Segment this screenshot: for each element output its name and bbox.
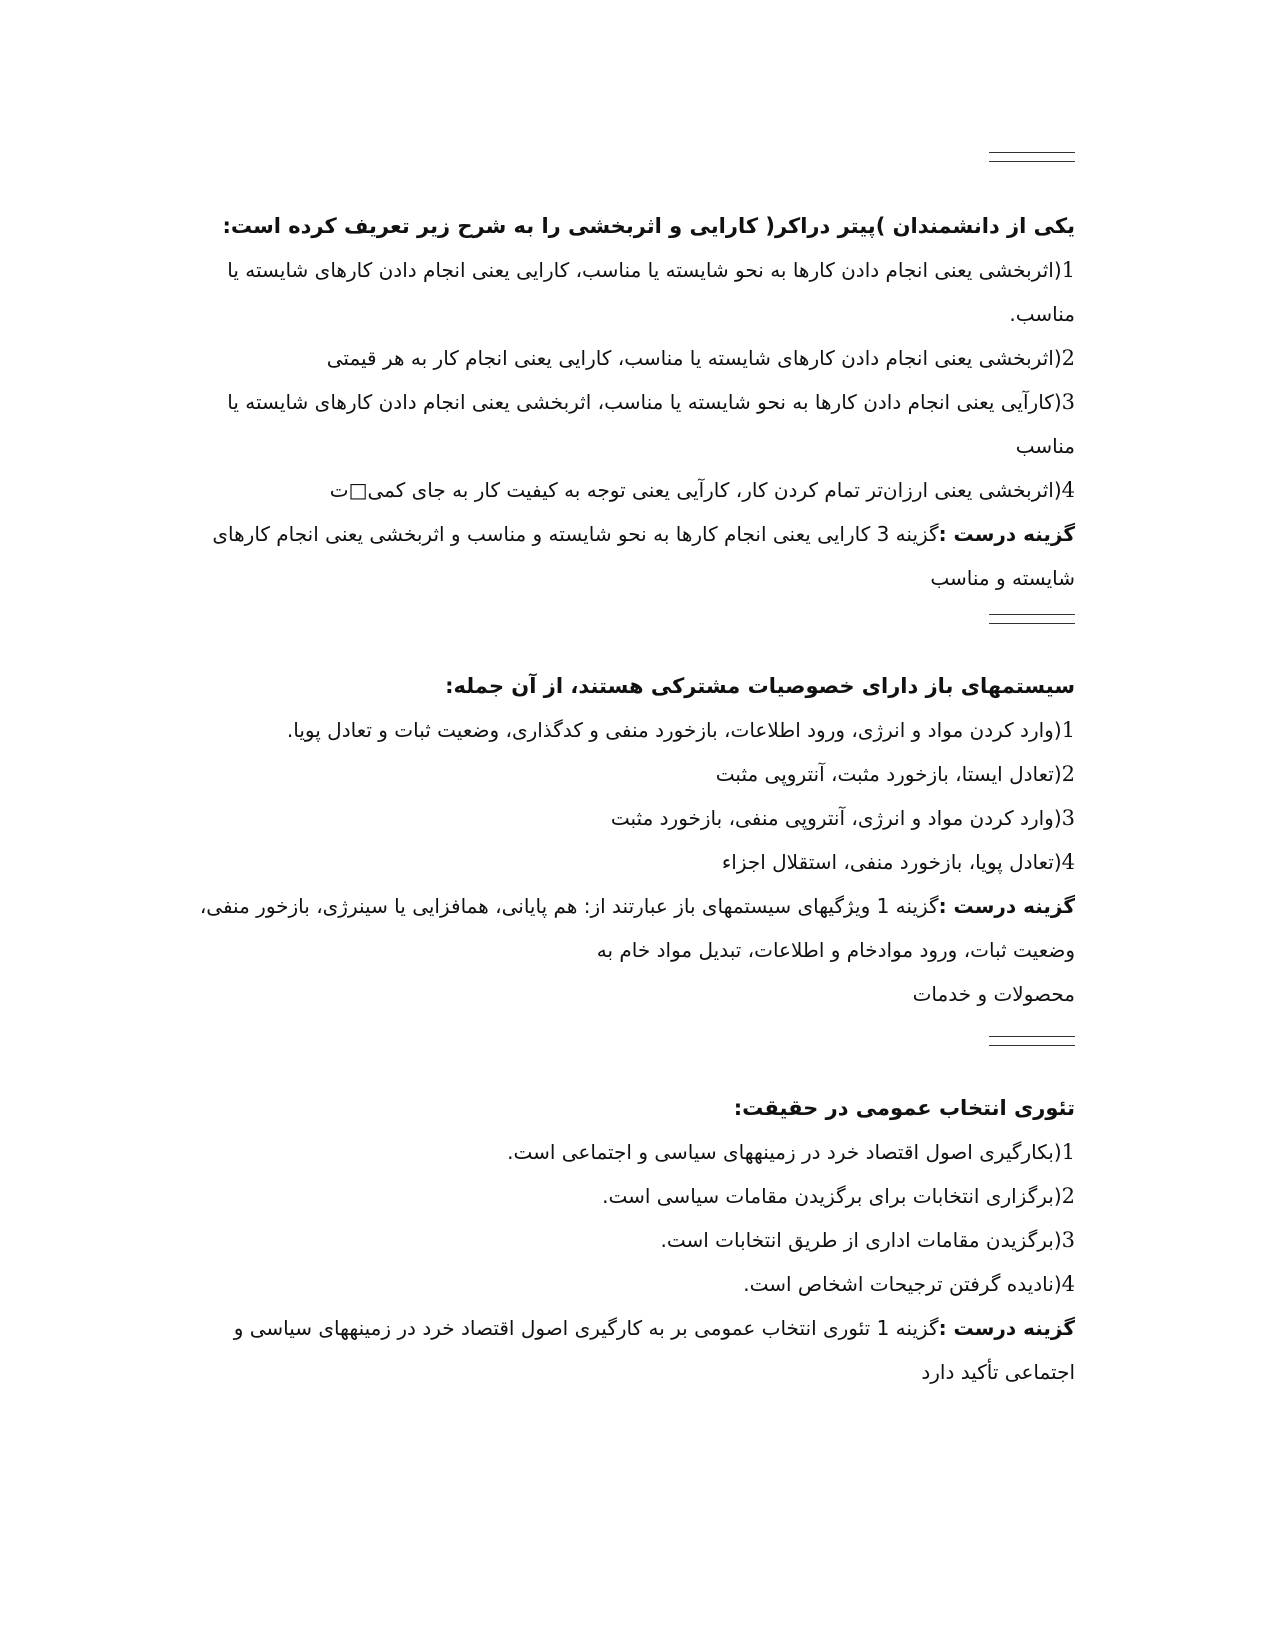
- option-text: (بکارگیری اصول اقتصاد خرد در زمینههای سیاسی و اجتماعی است.: [507, 1140, 1062, 1164]
- question-block-3: [145, 1086, 1075, 1394]
- option-number: 4: [1061, 850, 1075, 874]
- answer-label: گزینه درست :: [938, 1316, 1075, 1340]
- question-text: سیستمهای باز دارای خصوصیات مشترکی هستند، از آن جمله:: [445, 674, 1075, 698]
- option-number: 3: [1061, 1228, 1075, 1252]
- option-text: (اثربخشی یعنی انجام دادن کارهای شایسته یا مناسب، کارایی یعنی انجام کار به هر قیمتی: [326, 346, 1062, 370]
- answer: [145, 884, 1075, 928]
- option-number: 4: [1061, 478, 1075, 502]
- answer-continued: وضعیت ثبات، ورود موادخام و اطلاعات، تبدیل مواد خام به: [596, 938, 1075, 962]
- option-text: (وارد کردن مواد و انرژی، آنتروپی منفی، بازخورد مثبت: [610, 806, 1062, 830]
- answer: [145, 1306, 1075, 1350]
- option-4: [145, 468, 1075, 512]
- option-3: [145, 380, 1075, 424]
- separator-3: [989, 1036, 1075, 1046]
- option-2: [145, 752, 1075, 796]
- option-text: (تعادل پویا، بازخورد منفی، استقلال اجزاء: [721, 850, 1062, 874]
- answer-text: گزینه 3 کارایی یعنی انجام کارها به نحو شایسته و مناسب و اثربخشی یعنی انجام کارهای: [212, 522, 939, 546]
- answer: [145, 512, 1075, 556]
- answer-text: گزینه 1 ویژگیهای سیستمهای باز عبارتند از: هم پایانی، همافزایی یا سینرژی، بازخور منفی،: [199, 894, 939, 918]
- option-3: [145, 1218, 1075, 1262]
- answer-continued-2: محصولات و خدمات: [912, 982, 1075, 1006]
- question-block-2: [145, 664, 1075, 1016]
- option-3-continued: مناسب: [1015, 434, 1075, 458]
- option-text: (تعادل ایستا، بازخورد مثبت، آنتروپی مثبت: [715, 762, 1062, 786]
- separator-1: [989, 152, 1075, 162]
- option-4: [145, 840, 1075, 884]
- option-1: [145, 1130, 1075, 1174]
- answer-continued: اجتماعی تأکید دارد: [921, 1360, 1075, 1384]
- question-text: یکی از دانشمندان )پیتر دراکر( کارایی و اثربخشی را به شرح زیر تعریف کرده است:: [222, 214, 1075, 238]
- option-number: 2: [1061, 762, 1075, 786]
- option-number: 2: [1061, 346, 1075, 370]
- option-number: 3: [1061, 806, 1075, 830]
- option-text: (برگزاری انتخابات برای برگزیدن مقامات سیاسی است.: [602, 1184, 1062, 1208]
- question-block-1: [145, 204, 1075, 600]
- option-2: [145, 1174, 1075, 1218]
- option-text: (نادیده گرفتن ترجیحات اشخاص است.: [743, 1272, 1062, 1296]
- option-number: 2: [1061, 1184, 1075, 1208]
- question-text: تئوری انتخاب عمومی در حقیقت:: [733, 1096, 1075, 1120]
- option-1: [145, 708, 1075, 752]
- answer-label: گزینه درست :: [938, 894, 1075, 918]
- option-text: (کارآیی یعنی انجام دادن کارها به نحو شایسته یا مناسب، اثربخشی یعنی انجام دادن کارهای شایسته یا: [227, 390, 1062, 414]
- option-3: [145, 796, 1075, 840]
- option-1: [145, 248, 1075, 292]
- option-text: (وارد کردن مواد و انرژی، ورود اطلاعات، بازخورد منفی و کدگذاری، وضعیت ثبات و تعادل پویا.: [286, 718, 1062, 742]
- option-2: [145, 336, 1075, 380]
- option-4: [145, 1262, 1075, 1306]
- option-number: 1: [1061, 718, 1075, 742]
- option-1-continued: مناسب.: [1009, 302, 1075, 326]
- option-text: (اثربخشی یعنی انجام دادن کارها به نحو شایسته یا مناسب، کارایی یعنی انجام دادن کارهای شایسته یا: [227, 258, 1062, 282]
- option-text: (برگزیدن مقامات اداری از طریق انتخابات است.: [660, 1228, 1062, 1252]
- option-number: 4: [1061, 1272, 1075, 1296]
- option-number: 3: [1061, 390, 1075, 414]
- option-number: 1: [1061, 258, 1075, 282]
- answer-continued: شایسته و مناسب: [930, 566, 1075, 590]
- answer-label: گزینه درست :: [938, 522, 1075, 546]
- separator-2: [989, 614, 1075, 624]
- answer-text: گزینه 1 تئوری انتخاب عمومی بر به کارگیری اصول اقتصاد خرد در زمینههای سیاسی و: [233, 1316, 939, 1340]
- option-number: 1: [1061, 1140, 1075, 1164]
- option-text: (اثربخشی یعنی ارزان‌تر تمام کردن کار، کارآیی یعنی توجه به کیفیت کار به جای کمی□ت: [329, 478, 1062, 502]
